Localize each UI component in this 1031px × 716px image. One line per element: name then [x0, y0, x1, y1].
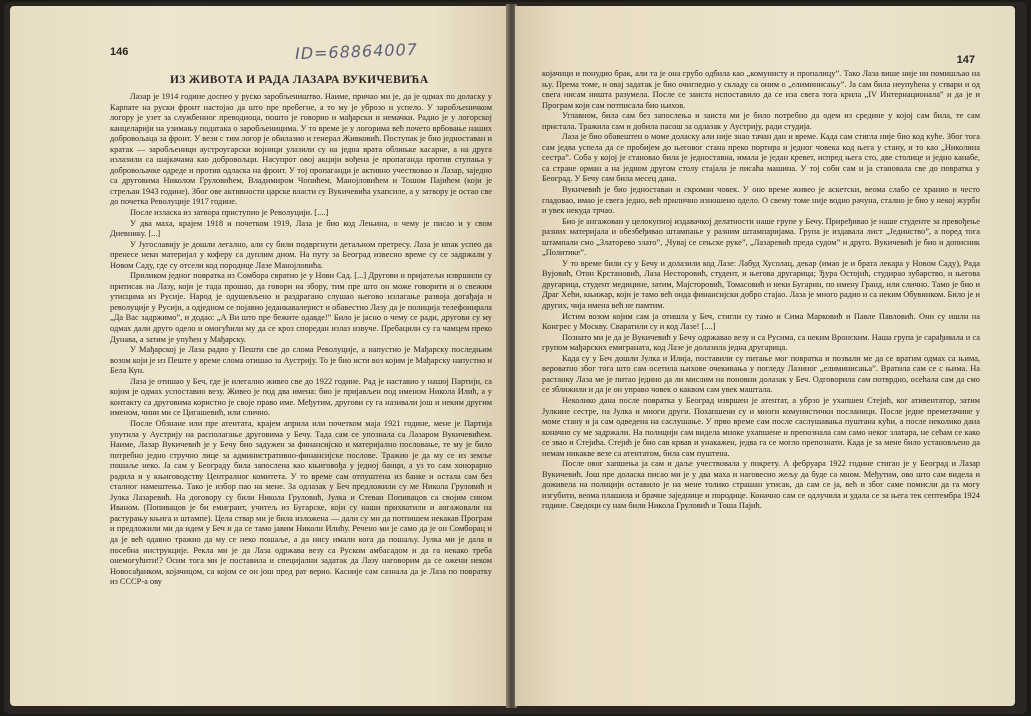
left-page [10, 6, 508, 706]
paragraph: Углавном, била сам без запослења и заиста ми је било потребно да одем из средине у којој сам била, те сам пристала. Тражила сам и добила пасош за одлазак у Аустрију, ради студија. [542, 111, 980, 131]
paragraph: којачици и понудио брак, али та је она грубо одбила као „комунисту и пропалицу”. Тако Лаза више није ни помишљао на њу. Према томе, и овај задатак је био очигледно у складу са оним о „елиминисању”. Ја сам била неупућена у ствари и од свега нисам ништа разумела. После се заиста испоставило да се иза свега тога крила „IV Интернационала” и да је и Програм који сам потписала био њихов. [542, 69, 980, 110]
paragraph: У Мађарској је Лаза радио у Пешти све до слома Револуције, а напустио је Мађарску последњим возом који је из Пеште у време слома отишао за Аустрију. То је био исти воз којим је Мађарску напустио и Бела Кун. [110, 345, 492, 376]
paragraph: У Југославију је дошли легално, али су били подвргнути детаљном претресу. Лаза је ипак успео да пренесе неки материјал у коферу са дуплим дном. На путу за Београд извесно време су се задржали у Новом Саду, где су отсели код породице Лазе Манојловића. [110, 239, 492, 270]
paragraph: У два маха, крајем 1918 и почетком 1919, Лаза је био код Лењина, о чему је писао и у свом Дневнику. [...] [110, 218, 492, 239]
paragraph: После Обзнане или пре атентата, крајем априла или почетком маја 1921 године, мене је Партија упутила у Аустрију на располагање друговима у Бечу. Тада сам се упознала са Лазаром Вукичевићем. Наиме, Лазар Вукичевић је у Бечу био задужен за финансијско и материјално пословање, те му је било потребно једно стручно лице за административно-финансијске послове. Тражио је да му се из земље пошаље неко. Ја сам у Београду била запослена као књиговођа у једној банци, а уз то сам хонорарно радила и у књиговодству Централног комитета. У то време сам отпуштена из банке и остала сам без сталног намештења. Тако је избор пао на мене. За одлазак у Беч предложили су ме Никола Груловић и Јулка Лазаревић. На договору су били Никола Груловић, Јулка и Стеван Попивацов са својим сином Иваном. (Попивацов је би емигрант, учитељ из Бугарске, који су наши прихватили и ангажовали на растурању књига и штампе). Цела ствар ми је била изложена — дали су ми да потпишем некакав Програм и предложили ми да идем у Беч и да се тамо јавим Николи Илићу. Речено ми је само да је он Сомборац и да је већ одавно тражио да му се неко пошаље, а да нису имали кога да пошаљу. Јулка ми је дала и посебна инструкције. Рекла ми је да Лаза одржава везу са Руском амбасадом и да га некако треба онемогућити!? Осим тога ми је поставила и специјални задатак да Лазу наговорим да се ожени неком Новосађанком, којачицом, са којом се он још пред рат верио. Касније сам сазнала да је Лаза по повратку из СССР-а ову [110, 418, 492, 587]
paragraph: Лаза је отишао у Беч, где је илегално живео све до 1922 године. Рад је наставио у нашој Партији, са којом је одмах успоставио везу. Живео је под два имена: био је пријављен под именом Никола Илић, а у контакту са друговима користио је своје право име. Међутим, другови су га називали још и неким другим именом, чини ми се Цигашевић, или слично. [110, 376, 492, 418]
paragraph: У то време били су у Бечу и долазили код Лазе: Лабуд Хусолац, декар (имао је и брата лекара у Новом Саду), Рада Вујовић, Отон Крстановић, Лаза Несторовић, студент, и његова другарица; Ђура Остојић, студирао зубарство, и његова другарица, студент медицине, затим, Мајсторовић, Томасовић и неки Бугарин, по имену Гранд, или слично. Тамо је био и Драг Хећи, књижар, који је тамо већ онда финансијски добро стајао. Лаза је много радио и са неким Обувинком. Било је и других, чија имена већ не памтим. [542, 258, 980, 311]
paragraph: После изласка из затвора приступио је Револуцији. [....] [130, 208, 329, 218]
paragraph: Лаза је био обавештен о моме доласку али није знао тачан дан и време. Када сам стигла није био код куће. Због тога сам једва успела да се пробијем до његовог стана преко портира и једног човека код њега у стану, и то као „Николина сестра”. Соба у којој је становао била је једноставна, имала је један кревет, испред њега сто, две столице и једно канабе, са стране орман а на једном другом столу стајала је писаћа машина. У тој соби сам и ја становала све до повратка у Београд. У Бечу сам била месец дана. [542, 132, 980, 184]
paragraph: Приликом једног повратка из Сомбора свратио је у Нови Сад. [...] Другови и пријатељи извршили су притисак на Лазу, који је тада прошао, да говори на збору, тим пре што он може говорити и о свежим утисцима из Русије. Народ је одушевљено и раздрагано слушао његово излагање развоја догађаја и револуције у Русији, а одједном се појавио једанкавалерист и обавестио Лазу да је полиција телефонирала „Да Вас задржимо”, и додао: „А Ви што пре бежите одавде!” Било је јасно о чему се ради, другови су му одмах дали друго одело и омогућили му да се кроз споредан излаз извуче. Пребацили су га чамцем преко Дунава, а затим је упућен у Мађарску. [110, 271, 492, 344]
handwritten-id-note: ID=68864007 [294, 39, 419, 64]
paragraph: Познато ми је да је Вукичевић у Бечу одржавао везу и са Русима, са неким Вронским. Наша група је сарађивала и са групом мађарских емиграната, код Лазе је долазила једна другарица. [542, 332, 980, 353]
left-page-text [110, 92, 492, 588]
page-number-right: 147 [956, 54, 975, 66]
paragraph: После овог хапшења ја сам и даље учествовала у покрету. А фебруара 1922 године стигао је у Београд и Лазар Вукичевић. Још пре доласка писао ми је у два маха и наговесио жељу да буде са мном. Међутим, ово што сам видела и доживела на полицији оставило је на мене толико страшан утисак, да сам се ја, већ и због саме помисли да га могу изгубити, веома плашила и брачне заједнице и породице. Коначно сам се одлучила и удала се за њега тек септембра 1924 године. Сведоци су нам били Никола Груловић и Тоша Пајић. [542, 459, 980, 511]
paragraph: Неколико дана после повратка у Београд извршен је атентат, а убрзо је ухапшен Стејић, ког ативентатор, затим Јулкине сестре, па Јулка и многи други. Похапшени су и многи комунистички посланици. После једне преметачине у моме стану и ја сам одведена на саслушање. У прво време сам после саслушавања пуштана кући, а после неколико дана коначно су ме задржали. На полицији сам видела мноке ухапшене и препознала сам само неког златара, не сећам се како се звао и Стејића. Стејић је био сав крвав и унакажен, једва га се могло препознати. Када је за мене било установљено да немам никакве везе са атентатом, била сам пуштена. [542, 395, 980, 458]
page-number-left: 146 [110, 46, 129, 58]
paragraph: Вукичевић је био једноставан и скроман човек. У оно време живео је аскетски, веома слабо се хранио и често гладовао, имао је свега једно, већ прилично изношено одело. О свему томе није водио рачуна, стално је био у некој журби и увек некуда трчао. [542, 185, 980, 216]
right-page [515, 6, 1015, 706]
paragraph: Лазар је 1914 године доспео у руско заробљеништво. Наиме, причао ми је, да је одмах по доласку у Карпате на руски фронт настојао да што пре пребегне, а то му је уброзо и успело. У заробљеничком логору је узет за службенног преводиоца, пошто је говорио и мађарски и немачки. Радио је у логорској канцеларији на узимању података о заробљеницима. У то време је у логорима већ почето врбовање наших добровољаца за фронт. У вези с тим логор је обилазио и генерал Живковић. Поступак је био једноставан и кратак — заробљеници аустроугарски војници улазили су на једна врата облињке касарне, а на друга излазили са шајкачама као добровољци. Насупрот овој акцији вођена је пропаганда против ступања у добровољачке одреде и против одласка на фронт. У тој пропаганди је активно учествовао и Лазар, заједно са друговима Николом Груловићем, Владимиром Чопићем, Манојловићем и Тошом Пајићем (који је стрељан 1943 године). Због ове активности царске власти су Вукичевића ухапсиле, а у затвору је остао све до почетка Револуције 1917 године. [110, 92, 492, 207]
paragraph: Био је ангажован у целокупној издавачкој делатности наше групе у Бечу. Приређивао је наше студенте за превођење разних материјала и обезбеђивао штампање у разним штампаријама. Група је издавала лист „Јединство”, а поред тога штампали смо „Златорево злато”, „Чувај се сењске руке”, „Лазаревић преда судом” и друго. Вукичевић је био и дописник „Политике”. [542, 216, 980, 258]
right-page-text [542, 69, 980, 512]
paragraph: Истим возом којим сам ја отишла у Беч, стигли су тамо и Сима Марковић и Павле Павловић. Они су ишли на Конгрес у Москву. Сваратили су и код Лазе! [....] [542, 311, 980, 332]
chapter-title: ИЗ ЖИВОТА И РАДА ЛАЗАРА ВУКИЧЕВИЋА [170, 74, 429, 86]
paragraph: Када су у Беч дошли Јулка и Илија, поставили су питање мог повратка и позвали ме да се вратим одмах са њима, вероватно због тога што сам осетила њихове очекивања у погледу Лазиног „елиминисања”. Вратила сам се с њима. На растанку Лаза ме је питао једино да ли мислим на поновни долазак у Беч. Одговорила сам потврдно, осећала сам да смо се зближили и да је он управо човек о каквом сам увек маштала. [542, 353, 980, 395]
